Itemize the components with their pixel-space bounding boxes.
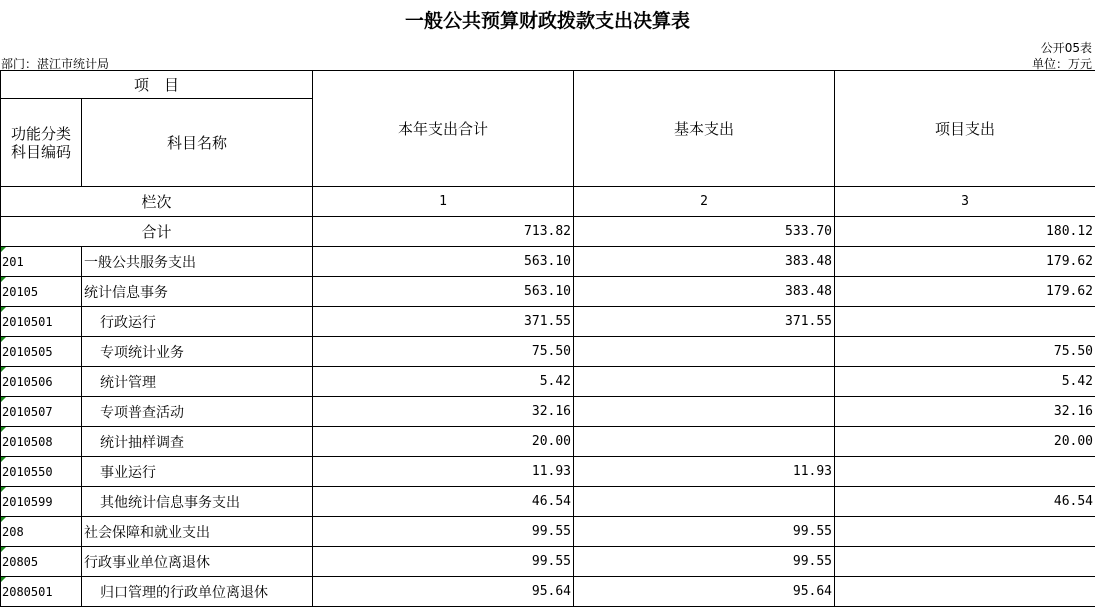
col-project-header: 项目支出 xyxy=(835,71,1095,187)
code-header-line1: 功能分类 xyxy=(1,125,81,143)
amount-basic: 383.48 xyxy=(574,277,835,307)
subject-code: 20805 xyxy=(1,547,82,577)
code-header xyxy=(1,99,82,187)
subject-name: 专项普查活动 xyxy=(82,397,313,427)
amount-basic: 95.64 xyxy=(574,577,835,607)
amount-basic xyxy=(574,427,835,457)
total-basic: 533.70 xyxy=(574,217,835,247)
subject-name: 统计管理 xyxy=(82,367,313,397)
amount-basic: 371.55 xyxy=(574,307,835,337)
total-amount: 713.82 xyxy=(313,217,574,247)
amount-total: 371.55 xyxy=(313,307,574,337)
amount-project: 32.16 xyxy=(835,397,1095,427)
table-row xyxy=(1,577,1095,607)
amount-total: 46.54 xyxy=(313,487,574,517)
amount-project: 179.62 xyxy=(835,277,1095,307)
amount-basic xyxy=(574,337,835,367)
amount-total: 5.42 xyxy=(313,367,574,397)
amount-basic: 99.55 xyxy=(574,547,835,577)
table-row xyxy=(1,277,1095,307)
form-number: 公开05表 xyxy=(1041,39,1092,56)
amount-project xyxy=(835,547,1095,577)
amount-basic xyxy=(574,397,835,427)
header-row-1 xyxy=(1,71,1095,99)
expenditure-table xyxy=(0,70,1095,607)
department-label: 部门：湛江市统计局 xyxy=(1,55,109,72)
amount-basic xyxy=(574,367,835,397)
unit-label: 单位：万元 xyxy=(1032,55,1092,72)
table-row xyxy=(1,547,1095,577)
amount-project xyxy=(835,517,1095,547)
subject-code: 201 xyxy=(1,247,82,277)
amount-project: 46.54 xyxy=(835,487,1095,517)
amount-total: 99.55 xyxy=(313,517,574,547)
col1-index: 1 xyxy=(313,187,574,217)
subject-code: 20105 xyxy=(1,277,82,307)
amount-project xyxy=(835,307,1095,337)
col-basic-header: 基本支出 xyxy=(574,71,835,187)
subject-name: 行政运行 xyxy=(82,307,313,337)
amount-total: 99.55 xyxy=(313,547,574,577)
column-index-row xyxy=(1,187,1095,217)
col-total-header: 本年支出合计 xyxy=(313,71,574,187)
subject-code: 2080501 xyxy=(1,577,82,607)
subject-name: 其他统计信息事务支出 xyxy=(82,487,313,517)
amount-project xyxy=(835,577,1095,607)
subject-name: 归口管理的行政单位离退休 xyxy=(82,577,313,607)
subject-name: 社会保障和就业支出 xyxy=(82,517,313,547)
amount-total: 75.50 xyxy=(313,337,574,367)
subject-code: 2010508 xyxy=(1,427,82,457)
subject-code: 2010505 xyxy=(1,337,82,367)
table-row xyxy=(1,397,1095,427)
table-row xyxy=(1,367,1095,397)
total-row xyxy=(1,217,1095,247)
subject-name: 行政事业单位离退休 xyxy=(82,547,313,577)
amount-total: 95.64 xyxy=(313,577,574,607)
amount-project: 179.62 xyxy=(835,247,1095,277)
table-row xyxy=(1,487,1095,517)
amount-total: 563.10 xyxy=(313,247,574,277)
col2-index: 2 xyxy=(574,187,835,217)
subject-name: 事业运行 xyxy=(82,457,313,487)
amount-total: 32.16 xyxy=(313,397,574,427)
amount-basic xyxy=(574,487,835,517)
subject-code: 2010599 xyxy=(1,487,82,517)
column-index-label: 栏次 xyxy=(1,187,313,217)
table-row xyxy=(1,517,1095,547)
subject-code: 208 xyxy=(1,517,82,547)
table-row xyxy=(1,457,1095,487)
amount-project xyxy=(835,457,1095,487)
amount-total: 563.10 xyxy=(313,277,574,307)
item-header: 项 目 xyxy=(1,71,313,99)
subject-name: 统计信息事务 xyxy=(82,277,313,307)
subject-name-header: 科目名称 xyxy=(82,99,313,187)
subject-name: 专项统计业务 xyxy=(82,337,313,367)
col3-index: 3 xyxy=(835,187,1095,217)
amount-basic: 383.48 xyxy=(574,247,835,277)
code-header-line2: 科目编码 xyxy=(1,143,81,161)
subject-name: 一般公共服务支出 xyxy=(82,247,313,277)
subject-code: 2010507 xyxy=(1,397,82,427)
table-row xyxy=(1,337,1095,367)
table-row xyxy=(1,307,1095,337)
table-row xyxy=(1,427,1095,457)
total-project: 180.12 xyxy=(835,217,1095,247)
subject-code: 2010550 xyxy=(1,457,82,487)
amount-basic: 99.55 xyxy=(574,517,835,547)
amount-total: 20.00 xyxy=(313,427,574,457)
report-title: 一般公共预算财政拨款支出决算表 xyxy=(0,6,1095,33)
amount-project: 5.42 xyxy=(835,367,1095,397)
subject-code: 2010501 xyxy=(1,307,82,337)
amount-project: 75.50 xyxy=(835,337,1095,367)
total-label: 合计 xyxy=(1,217,313,247)
table-row xyxy=(1,247,1095,277)
amount-basic: 11.93 xyxy=(574,457,835,487)
amount-project: 20.00 xyxy=(835,427,1095,457)
subject-code: 2010506 xyxy=(1,367,82,397)
subject-name: 统计抽样调查 xyxy=(82,427,313,457)
amount-total: 11.93 xyxy=(313,457,574,487)
